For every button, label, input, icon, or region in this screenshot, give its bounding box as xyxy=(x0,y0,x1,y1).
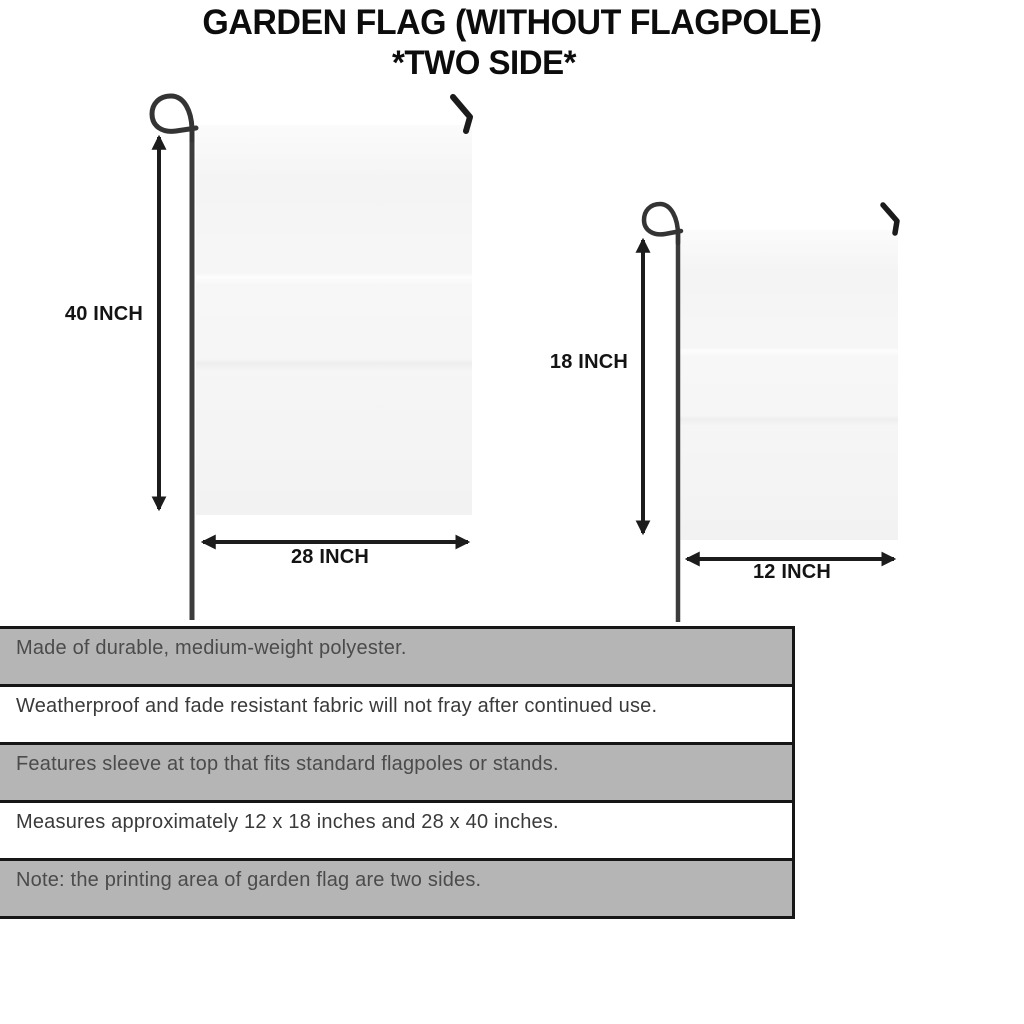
spec-table xyxy=(0,626,795,919)
large-flag-fabric xyxy=(196,125,472,515)
page-title xyxy=(0,4,1024,82)
small-flag-fabric xyxy=(680,230,898,540)
spec-row-sleeve: Features sleeve at top that fits standard flagpoles or stands. xyxy=(0,742,792,800)
spec-row-note: Note: the printing area of garden flag are two sides. xyxy=(0,858,792,916)
large-pole-loop-icon xyxy=(152,96,196,140)
large-flag-width-label: 28 INCH xyxy=(290,546,370,568)
spec-row-material: Made of durable, medium-weight polyester. xyxy=(0,629,792,684)
spec-row-weatherproof: Weatherproof and fade resistant fabric will not fray after continued use. xyxy=(0,684,792,742)
title-line-1: GARDEN FLAG (WITHOUT FLAGPOLE) xyxy=(202,3,822,42)
small-flag-width-label: 12 INCH xyxy=(752,561,832,583)
title-line-2: *TWO SIDE* xyxy=(392,43,576,82)
spec-row-measures: Measures approximately 12 x 18 inches and 28 x 40 inches. xyxy=(0,800,792,858)
small-pole-loop-icon xyxy=(644,204,681,243)
small-flag-height-label: 18 INCH xyxy=(549,351,628,373)
large-flag-height-label: 40 INCH xyxy=(64,303,143,325)
small-pole-hook-icon xyxy=(883,205,897,233)
